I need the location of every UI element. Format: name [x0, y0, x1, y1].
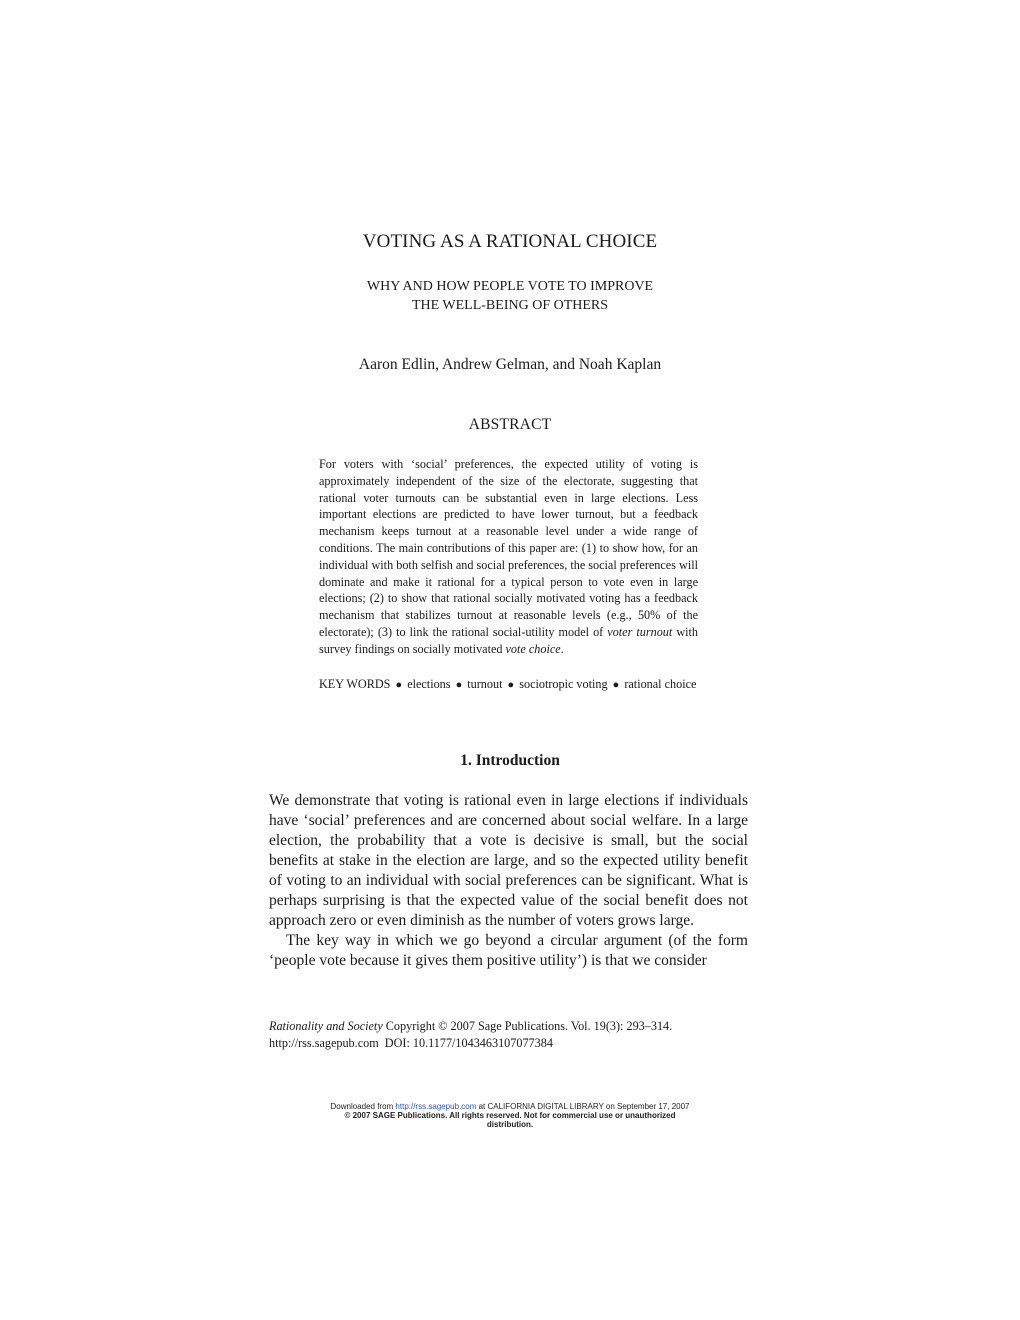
download-notice-line-3: distribution. — [486, 1120, 534, 1129]
author-list: Aaron Edlin, Andrew Gelman, and Noah Kaplan — [358, 356, 662, 373]
abstract-emphasis-vote-choice: vote choice — [505, 641, 561, 656]
keyword-item: rational choice — [624, 677, 697, 691]
paper-title: VOTING AS A RATIONAL CHOICE — [362, 231, 658, 252]
abstract-body — [319, 456, 698, 658]
sagepub-link[interactable]: http://rss.sagepub.com — [395, 1102, 477, 1111]
citation-line-2 — [269, 1035, 749, 1052]
abstract-emphasis-voter-turnout: voter turnout — [607, 624, 673, 639]
body-paragraph-1: We demonstrate that voting is rational even in large elections if individuals have ‘social’ preferences and are concerned about social welfare. In a large election, the probability that a vote is decisive is small, but the social benefits at stake in the election are large, and so the expected utility benefit of voting to an individual with social preferences can be significant. What is perhaps surprising is that the expected value of the social benefit does not approach zero or even diminish as the number of voters grows large. — [269, 792, 748, 929]
abstract-text-middle: with survey findings on socially motivated — [319, 624, 699, 656]
doi-text: DOI: 10.1177/1043463107077384 — [378, 1036, 553, 1050]
journal-citation — [269, 1018, 749, 1052]
download-suffix: at CALIFORNIA DIGITAL LIBRARY on September 17, 2007 — [476, 1102, 690, 1111]
download-notice-line-2: © 2007 SAGE Publications. All rights reserved. Not for commercial use or unauthorized — [344, 1111, 676, 1120]
keywords-line — [319, 676, 709, 694]
journal-name: Rationality and Society — [269, 1019, 383, 1033]
journal-url: http://rss.sagepub.com — [269, 1036, 379, 1050]
subtitle-line-2: THE WELL-BEING OF OTHERS — [411, 298, 609, 313]
download-notice — [0, 1102, 1020, 1129]
subtitle-line-1: WHY AND HOW PEOPLE VOTE TO IMPROVE — [366, 279, 654, 294]
download-prefix: Downloaded from — [330, 1102, 396, 1111]
bullet-icon: ● — [507, 679, 515, 691]
bullet-icon: ● — [395, 679, 403, 691]
bullet-icon: ● — [612, 679, 620, 691]
keyword-item: turnout — [467, 677, 503, 691]
abstract-text-end: . — [560, 641, 564, 656]
body-paragraph-2: The key way in which we go beyond a circular argument (of the form ‘people vote because it gives them positive utility’) is that we consider — [269, 932, 748, 969]
copyright-text: Copyright © 2007 Sage Publications. Vol. 19(3): 293–314. — [382, 1019, 673, 1033]
section-heading: 1. Introduction — [460, 752, 560, 769]
abstract-heading: ABSTRACT — [468, 416, 552, 433]
bullet-icon: ● — [455, 679, 463, 691]
keyword-item: sociotropic voting — [519, 677, 608, 691]
citation-line-1 — [269, 1018, 749, 1035]
keywords-label: KEY WORDS — [319, 677, 391, 691]
download-notice-line-1 — [0, 1102, 1020, 1111]
paper-subtitle — [0, 277, 1020, 315]
introduction-body — [269, 791, 748, 971]
abstract-text-main: For voters with ‘social’ preferences, the expected utility of voting is approximately independent of the size of the electorate, suggesting that rational voter turnouts can be substantial even in large elections. Less important elections are predicted to have lower turnout, but a feedback mechanism keeps turnout at a reasonable level under a wide range of conditions. The main contributions of this paper are: (1) to show how, for an individual with both selfish and social preferences, the social preferences will dominate and make it rational for a typical person to vote even in large elections; (2) to show that rational socially motivated voting has a feedback mechanism that stabilizes turnout at reasonable levels (e.g., 50% of the electorate); (3) to link the rational social-utility model of — [319, 457, 698, 639]
keyword-item: elections — [407, 677, 451, 691]
